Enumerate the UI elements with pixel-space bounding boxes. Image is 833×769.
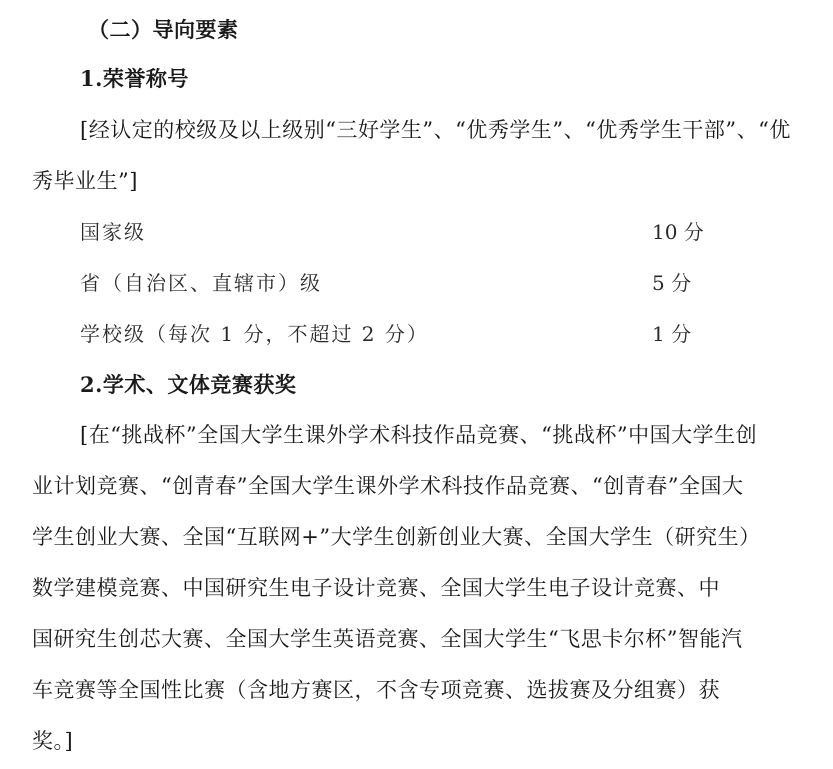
competition-paragraph-line-7: 奖。] <box>32 729 74 753</box>
honor-description-line-2: 秀毕业生”] <box>32 169 138 193</box>
competition-paragraph-line-6: 车竞赛等全国性比赛（含地方赛区，不含专项竞赛、选拔赛及分组赛）获 <box>32 678 720 702</box>
score-row-points-national: 10 分 <box>652 220 704 244</box>
competition-paragraph-line-5: 国研究生创芯大赛、全国大学生英语竞赛、全国大学生“飞思卡尔杯”智能汽 <box>32 627 743 651</box>
honor-title: 1.荣誉称号 <box>80 66 189 91</box>
score-row-label-school: 学校级（每次 1 分，不超过 2 分） <box>80 322 429 346</box>
score-row-points-provincial: 5 分 <box>652 271 692 295</box>
section-heading: （二）导向要素 <box>88 17 239 42</box>
score-row-label-provincial: 省（自治区、直辖市）级 <box>80 271 322 295</box>
competition-title: 2.学术、文体竞赛获奖 <box>80 372 297 397</box>
competition-paragraph-line-3: 学生创业大赛、全国“互联网+”大学生创新创业大赛、全国大学生（研究生） <box>32 525 761 549</box>
score-row-points-school: 1 分 <box>652 322 692 346</box>
competition-paragraph-line-4: 数学建模竞赛、中国研究生电子设计竞赛、全国大学生电子设计竞赛、中 <box>32 576 720 600</box>
honor-description-line-1: [经认定的校级及以上级别“三好学生”、“优秀学生”、“优秀学生干部”、“优 <box>80 118 791 142</box>
score-row-label-national: 国家级 <box>80 220 146 244</box>
competition-paragraph-line-2: 业计划竞赛、“创青春”全国大学生课外学术科技作品竞赛、“创青春”全国大 <box>32 474 744 498</box>
competition-paragraph-line-1: [在“挑战杯”全国大学生课外学术科技作品竞赛、“挑战杯”中国大学生创 <box>80 423 758 447</box>
